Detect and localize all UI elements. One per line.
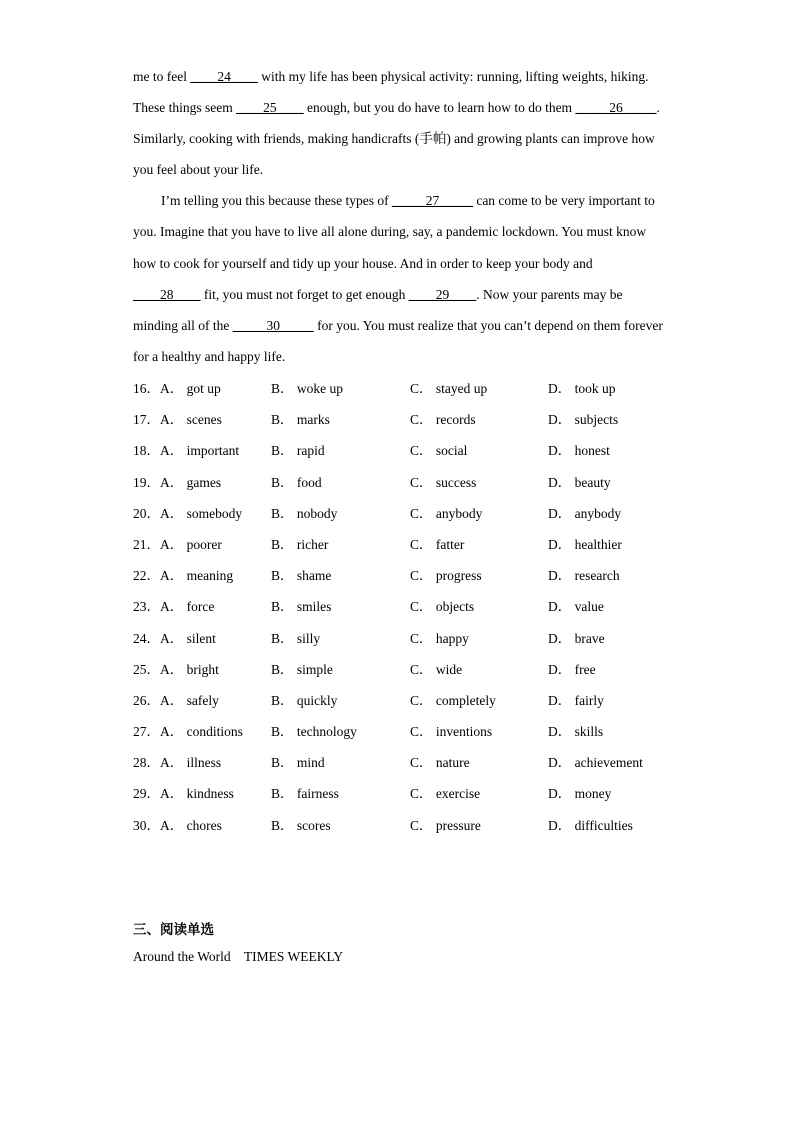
option-c: C． completely [410, 692, 496, 708]
question-23 [133, 591, 693, 622]
option-a: 17．A． scenes [133, 412, 222, 428]
option-d: D． difficulties [548, 817, 633, 833]
passage-text: I’m telling you this because these types of [161, 193, 392, 209]
option-d: D． subjects [548, 412, 619, 428]
section-subtitle: Around the World TIMES WEEKLY [133, 949, 344, 964]
answer-options [133, 373, 693, 841]
option-b: B． woke up [271, 381, 343, 396]
passage-text: for you. You must realize that you can’t depend on them forever for a healthy and happy life. [133, 317, 663, 364]
option-c: C． exercise [410, 786, 481, 802]
option-a: 20．A． somebody [133, 505, 243, 521]
passage-text: with my life has been physical activity: running, lifting weights, hiking. These things seem [133, 69, 649, 116]
blank-28: ____28____ [133, 286, 201, 302]
blank-29: ____29____ [408, 286, 477, 302]
option-a: 24．A． silent [133, 630, 216, 646]
option-c: C． happy [410, 630, 469, 646]
option-a: 16．A． got up [133, 381, 221, 396]
question-19 [133, 467, 693, 498]
option-b: B． food [271, 474, 322, 490]
option-c: C． stayed up [410, 381, 488, 396]
option-d: D． honest [548, 443, 610, 459]
option-a: 27．A． conditions [133, 724, 243, 740]
option-a: 21．A． poorer [133, 536, 222, 552]
passage-text: . Similarly, cooking with friends, making handicrafts (手帕) and growing plants can improve how you feel about your life. [133, 100, 660, 178]
option-a: 28．A． illness [133, 755, 222, 771]
option-b: B． simple [271, 661, 333, 677]
paragraph-1 [133, 61, 663, 185]
option-c: C． fatter [410, 536, 465, 552]
option-d: D． research [548, 568, 620, 584]
option-d: D． free [548, 661, 596, 677]
question-18 [133, 435, 693, 466]
option-b: B． fairness [271, 786, 339, 802]
option-b: B． nobody [271, 505, 338, 521]
option-b: B． marks [271, 412, 330, 428]
question-16 [133, 373, 693, 404]
option-c: C． records [410, 412, 476, 428]
option-c: C． success [410, 474, 477, 490]
option-b: B． smiles [271, 599, 332, 615]
option-d: D． anybody [548, 505, 622, 521]
option-b: B． technology [271, 724, 357, 740]
paragraph-2 [133, 185, 663, 372]
question-20 [133, 498, 693, 529]
option-d: D． healthier [548, 536, 622, 552]
option-d: D． value [548, 599, 604, 615]
question-17 [133, 404, 693, 435]
section-title: 三、阅读单选 [133, 922, 214, 938]
option-c: C． progress [410, 568, 482, 584]
option-b: B． quickly [271, 692, 338, 708]
question-26 [133, 685, 693, 716]
option-a: 26．A． safely [133, 692, 219, 708]
option-a: 22．A． meaning [133, 568, 234, 584]
question-30 [133, 810, 693, 841]
option-b: B． richer [271, 536, 329, 552]
passage-text: . Now your parents may be minding all of the [133, 286, 623, 333]
option-d: D． skills [548, 724, 604, 740]
passage-text: me to feel [133, 69, 191, 84]
option-b: B． scores [271, 817, 331, 833]
option-d: D． fairly [548, 692, 604, 708]
option-a: 30．A． chores [133, 817, 222, 833]
question-24 [133, 623, 693, 654]
question-21 [133, 529, 693, 560]
option-c: C． objects [410, 599, 475, 615]
option-d: D． beauty [548, 474, 611, 490]
option-b: B． shame [271, 568, 332, 584]
option-a: 23．A． force [133, 599, 215, 615]
question-28 [133, 747, 693, 778]
passage-text: fit, you must not forget to get enough [200, 286, 409, 302]
option-d: D． took up [548, 381, 616, 396]
option-a: 19．A． games [133, 474, 222, 490]
option-c: C． pressure [410, 817, 481, 833]
option-d: D． brave [548, 630, 605, 646]
blank-30: _____30_____ [232, 317, 314, 333]
passage-text: can come to be very important to you. Imagine that you have to live all alone during, say, a pandemic lockdown. You must know how to cook for yourself and tidy up your house. And in order to keep your body and [133, 193, 655, 271]
option-a: 29．A． kindness [133, 786, 234, 802]
question-22 [133, 560, 693, 591]
blank-25: ____25____ [236, 100, 304, 116]
blank-24: ____24____ [190, 69, 258, 84]
option-b: B． mind [271, 755, 325, 771]
option-c: C． anybody [410, 505, 483, 521]
option-a: 25．A． bright [133, 661, 219, 677]
blank-26: _____26_____ [575, 100, 657, 116]
option-b: B． silly [271, 630, 321, 646]
question-25 [133, 654, 693, 685]
option-a: 18．A． important [133, 443, 240, 459]
passage-text: enough, but you do have to learn how to do them [303, 100, 576, 116]
blank-27: _____27_____ [391, 193, 473, 209]
question-29 [133, 778, 693, 809]
option-c: C． nature [410, 755, 470, 771]
option-c: C． inventions [410, 724, 493, 740]
option-b: B． rapid [271, 443, 325, 459]
option-c: C． wide [410, 661, 463, 677]
option-d: D． money [548, 786, 612, 802]
cloze-passage [133, 61, 663, 372]
question-27 [133, 716, 693, 747]
option-c: C． social [410, 443, 468, 459]
option-d: D． achievement [548, 755, 643, 771]
